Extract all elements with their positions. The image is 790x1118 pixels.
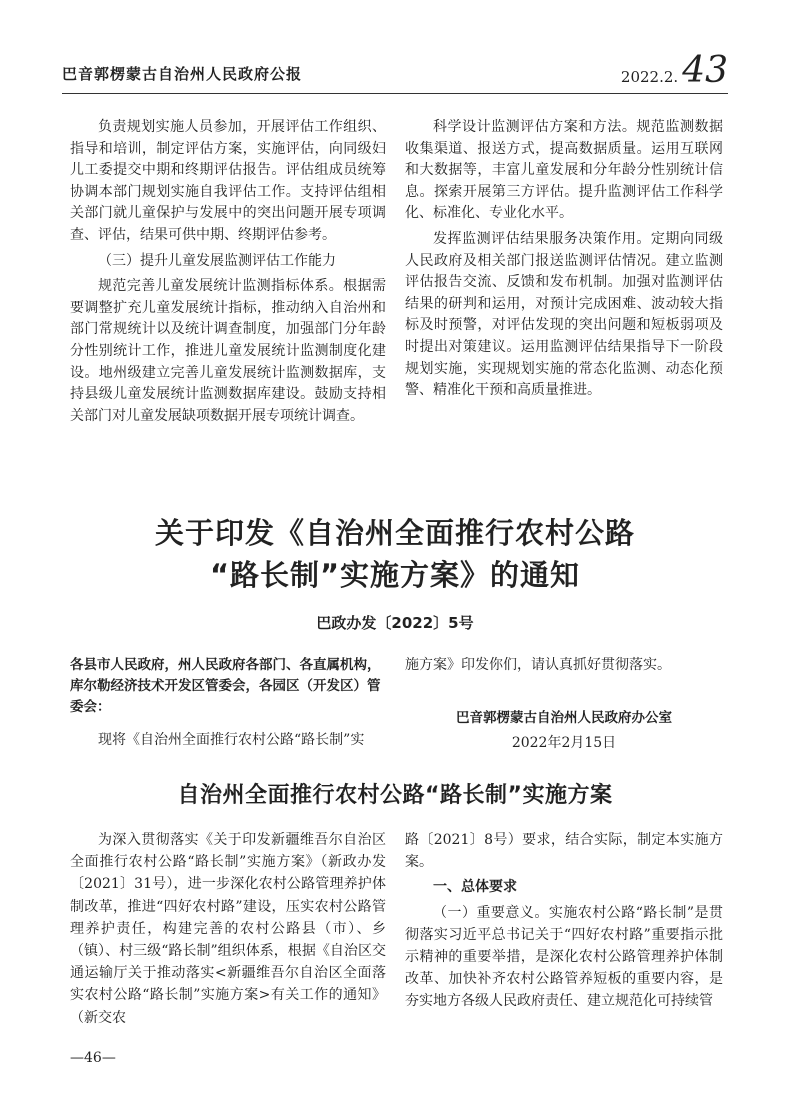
paragraph: 路〔2021〕8号）要求，结合实际，制定本实施方案。 [405, 832, 723, 871]
header-page-number: 43 [682, 50, 728, 91]
notice-body: 现将《自治州全面推行农村公路“路长制”实 [98, 732, 365, 748]
plan-title: 自治州全面推行农村公路“路长制”实施方案 [177, 783, 613, 808]
sub-heading: （三）提升儿童发展监测评估工作能力 [98, 252, 336, 269]
paragraph: 规范完善儿童发展统计监测指标体系。根据需要调整扩充儿童发展统计指标，推动纳入自治州和部门常规统计以及统计调查制度，加强部门分年龄分性别统计工作，推进儿童发展统计监测制度化建设。地州级建立完善儿童发展统计监测数据库，支持县级儿童发展统计监测数据库建设。鼓励支持相关部门对儿童发展缺项数据开展专项统计调查。 [70, 278, 386, 424]
issue-date: 2022.2. [620, 68, 679, 86]
issue-info [621, 52, 728, 90]
notice-title-line: 关于印发《自治州全面推行农村公路 [154, 516, 635, 550]
notice-body-continued: 施方案》印发你们，请认真抓好贯彻落实。 [405, 657, 671, 673]
paragraph: （一）重要意义。实施农村公路“路长制”是贯彻落实习近平总书记关于“四好农村路”重要指示批示精神的重要举措，是深化农村公路管理养护体制改革、加快补齐农村公路管养短板的重要内容，是夯实地方各级人民政府责任、建立规范化可持续管 [405, 904, 723, 1010]
publication-name: 巴音郭楞蒙古自治州人民政府公报 [62, 65, 303, 83]
addressee: 各县市人民政府，州人民政府各部门、各直属机构，库尔勒经济技术开发区管委会，各园区（开发区）管委会： [70, 657, 381, 715]
paragraph: 发挥监测评估结果服务决策作用。定期向同级人民政府及相关部门报送监测评估情况。建立监测评估报告交流、反馈和发布机制。加强对监测评估结果的研判和运用，对预计完成困难、波动较大指标及时预警，对评估发现的突出问题和短板弱项及时提出对策建议。运用监测评估结果指导下一阶段规划实施，实现规划实施的常态化监测、动态化预警、精准化干预和高质量推进。 [405, 230, 723, 399]
bottom-right-column [405, 829, 723, 1013]
document-number: 巴政办发〔2022〕5号 [316, 614, 474, 632]
page-header [62, 52, 728, 90]
page-number: —46— [70, 1050, 116, 1066]
signing-organization: 巴音郭楞蒙古自治州人民政府办公室 [456, 710, 672, 726]
notice-title-line: “路长制”实施方案》的通知 [209, 558, 581, 592]
top-left-column [70, 117, 386, 427]
notice-title [62, 512, 728, 596]
header-rule [62, 93, 728, 94]
signing-date: 2022年2月15日 [511, 735, 617, 751]
bottom-left-column [70, 829, 386, 1029]
paragraph: 科学设计监测评估方案和方法。规范监测数据收集渠道、报送方式，提高数据质量。运用互联网和大数据等，丰富儿童发展和分年龄分性别统计信息。探索开展第三方评估。提升监测评估工作科学化、标准化、专业化水平。 [405, 119, 723, 222]
paragraph: 为深入贯彻落实《关于印发新疆维吾尔自治区全面推行农村公路“路长制”实施方案》（新政办发〔2021〕31号），进一步深化农村公路管理养护体制改革，推进“四好农村路”建设，压实农村公路管理养护责任，构建完善的农村公路县（市）、乡（镇）、村三级“路长制”组织体系，根据《自治区交通运输厅关于推动落实<新疆维吾尔自治区全面落实农村公路“路长制”实施方案>有关工作的通知》（新交农 [70, 832, 386, 1026]
section-heading: 一、总体要求 [433, 879, 517, 896]
paragraph: 负责规划实施人员参加，开展评估工作组织、指导和培训，制定评估方案，实施评估，向同级妇儿工委提交中期和终期评估报告。评估组成员统筹协调本部门规划实施自我评估工作。支持评估组相关部门就儿童保护与发展中的突出问题开展专项调查、评估，结果可供中期、终期评估参考。 [70, 119, 386, 243]
top-right-column [405, 117, 723, 402]
